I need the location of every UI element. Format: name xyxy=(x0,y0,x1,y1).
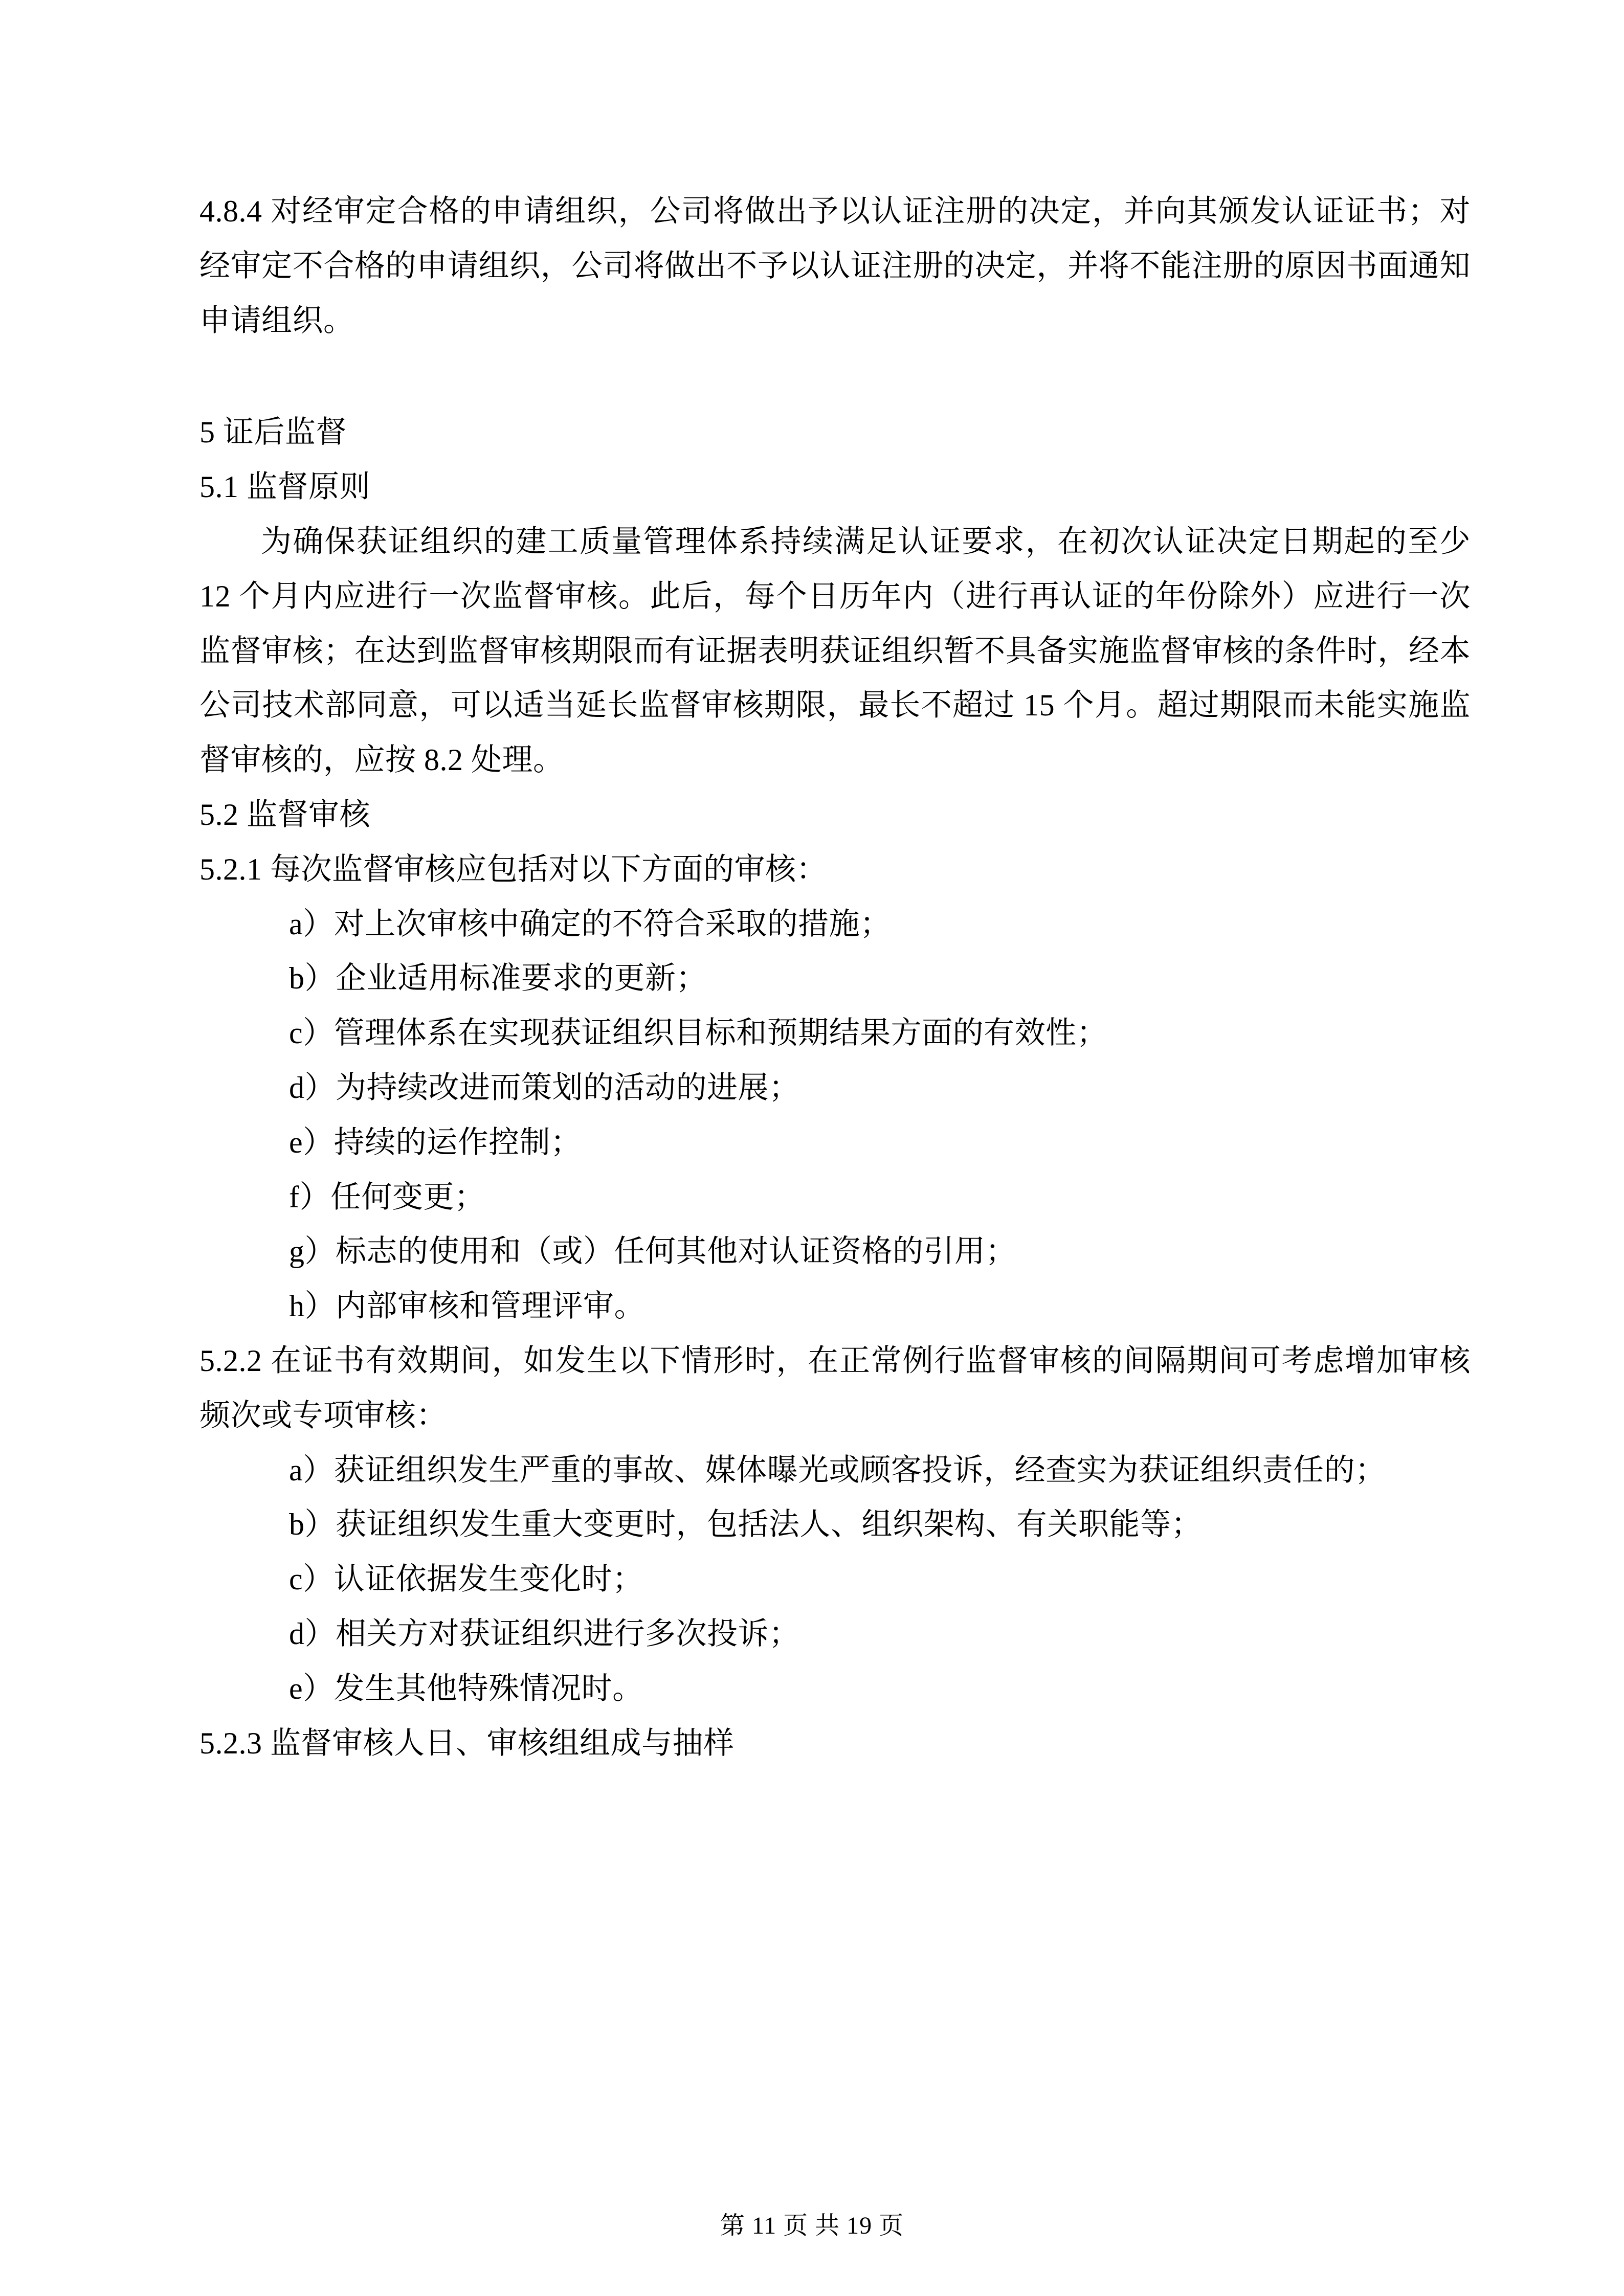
list-item: d）相关方对获证组织进行多次投诉； xyxy=(289,1616,800,1651)
paragraph-spacer xyxy=(199,348,1471,405)
list-item: h）内部审核和管理评审。 xyxy=(289,1289,645,1323)
paragraph-5-1-body: 为确保获证组织的建工质量管理体系持续满足认证要求，在初次认证决定日期起的至少 12 个月内应进行一次监督审核。此后，每个日历年内（进行再认证的年份除外）应进行一次监督审核；在达到监督审核期限而有证据表明获证组织暂不具备实施监督审核的条件时，经本公司技术部同意，可以适当延长监督审核期限，最长不超过 15 个月。超过期限而未能实施监督审核的，应按 8.2 处理。 xyxy=(199,524,1471,777)
heading-section-5-2: 5.2 监督审核 xyxy=(199,797,370,831)
list-item: d）为持续改进而策划的活动的进展； xyxy=(289,1070,800,1105)
list-item: b）获证组织发生重大变更时，包括法人、组织架构、有关职能等； xyxy=(289,1507,1202,1542)
heading-section-5-1: 5.1 监督原则 xyxy=(199,470,370,504)
paragraph-5-2-2-body: 5.2.2 在证书有效期间，如发生以下情形时，在正常例行监督审核的间隔期间可考虑增加审核频次或专项审核： xyxy=(199,1343,1471,1432)
list-item: c）认证依据发生变化时； xyxy=(289,1562,643,1596)
list-item: f）任何变更； xyxy=(289,1180,485,1214)
list-item: c）管理体系在实现获证组织目标和预期结果方面的有效性； xyxy=(289,1016,1108,1050)
heading-section-5: 5 证后监督 xyxy=(199,415,347,449)
list-item: g）标志的使用和（或）任何其他对认证资格的引用； xyxy=(289,1234,1016,1269)
paragraph-4-8-4: 4.8.4 对经审定合格的申请组织，公司将做出予以认证注册的决定，并向其颁发认证证书；对经审定不合格的申请组织，公司将做出不予以认证注册的决定，并将不能注册的原因书面通知申请组织。 xyxy=(199,194,1471,337)
page-footer: 第 11 页 共 19 页 xyxy=(720,2212,904,2239)
list-item: e）发生其他特殊情况时。 xyxy=(289,1671,643,1705)
list-item: a）对上次审核中确定的不符合采取的措施； xyxy=(289,907,891,941)
document-body xyxy=(199,184,1471,1770)
list-item: b）企业适用标准要求的更新； xyxy=(289,961,707,996)
list-item: a）获证组织发生严重的事故、媒体曝光或顾客投诉，经查实为获证组织责任的； xyxy=(289,1453,1386,1487)
list-item: e）持续的运作控制； xyxy=(289,1125,582,1159)
heading-section-5-2-3: 5.2.3 监督审核人日、审核组组成与抽样 xyxy=(199,1726,735,1760)
heading-section-5-2-1: 5.2.1 每次监督审核应包括对以下方面的审核： xyxy=(199,852,827,886)
